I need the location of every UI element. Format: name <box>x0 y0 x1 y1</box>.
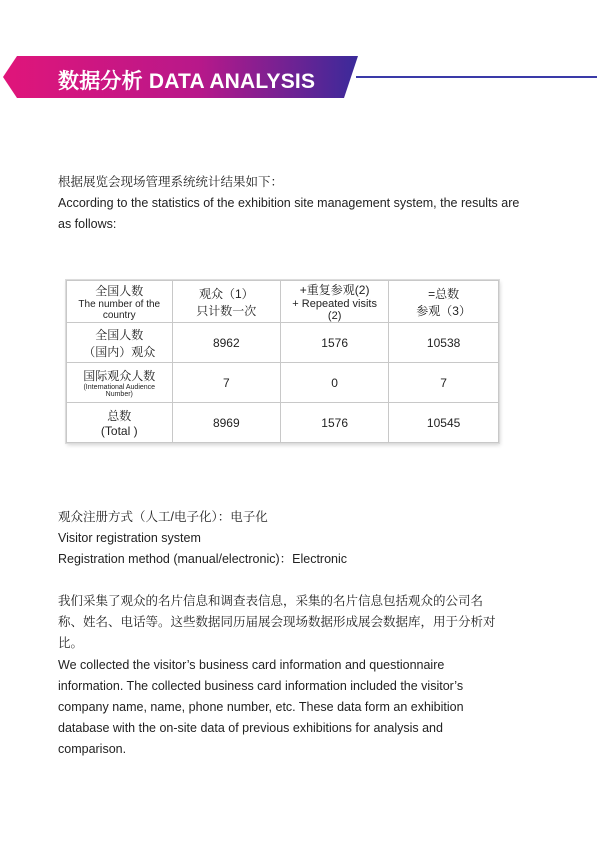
table-cell: 8962 <box>172 323 281 363</box>
header-cell: 观众（1） 只计数一次 <box>172 281 281 323</box>
table-cell: 1576 <box>281 403 389 443</box>
table-row <box>67 403 499 443</box>
registration-text <box>58 507 528 570</box>
table-cell: 10545 <box>389 403 499 443</box>
row-label: 全国人数 （国内）观众 <box>67 323 173 363</box>
registration-system: Visitor registration system <box>58 531 201 545</box>
header-rule <box>356 76 597 78</box>
row-label: 总数 (Total ) <box>67 403 173 443</box>
table-cell: 8969 <box>172 403 281 443</box>
table-cell: 7 <box>172 363 281 403</box>
intro-text <box>58 172 528 235</box>
table-cell: 0 <box>281 363 389 403</box>
header-cell: +重复参观(2) + Repeated visits (2) <box>281 281 389 323</box>
registration-cn: 观众注册方式（人工/电子化）：电子化 <box>58 510 268 524</box>
header-cell: =总数 参观（3） <box>389 281 499 323</box>
description-cn: 我们采集了观众的名片信息和调查表信息，采集的名片信息包括观众的公司名称、姓名、电话等。这些数据同历届展会现场数据形成展会数据库，用于分析对比。 <box>58 594 496 650</box>
registration-method: Registration method (manual/electronic)：Electronic <box>58 552 348 566</box>
description-text <box>58 591 503 760</box>
intro-cn: 根据展览会现场管理系统统计结果如下： <box>58 175 284 189</box>
statistics-table <box>66 280 499 443</box>
table-row <box>67 363 499 403</box>
table-header-row <box>67 281 499 323</box>
table-cell: 7 <box>389 363 499 403</box>
table-cell: 10538 <box>389 323 499 363</box>
intro-en: According to the statistics of the exhibition site management system, the results are as follows: <box>58 196 523 231</box>
description-en: We collected the visitor’s business card information and questionnaire information. The collected business card information included the visitor’s company name, name, phone number, etc. These data form an exhibition database with the on-site data of previous exhibitions for analysis and comparison. <box>58 658 468 756</box>
page-title: 数据分析 DATA ANALYSIS <box>58 70 316 93</box>
table-row <box>67 323 499 363</box>
header-cell: 全国人数 The number of the country <box>67 281 173 323</box>
row-label: 国际观众人数 (International Audience Number) <box>67 363 173 403</box>
table-cell: 1576 <box>281 323 389 363</box>
